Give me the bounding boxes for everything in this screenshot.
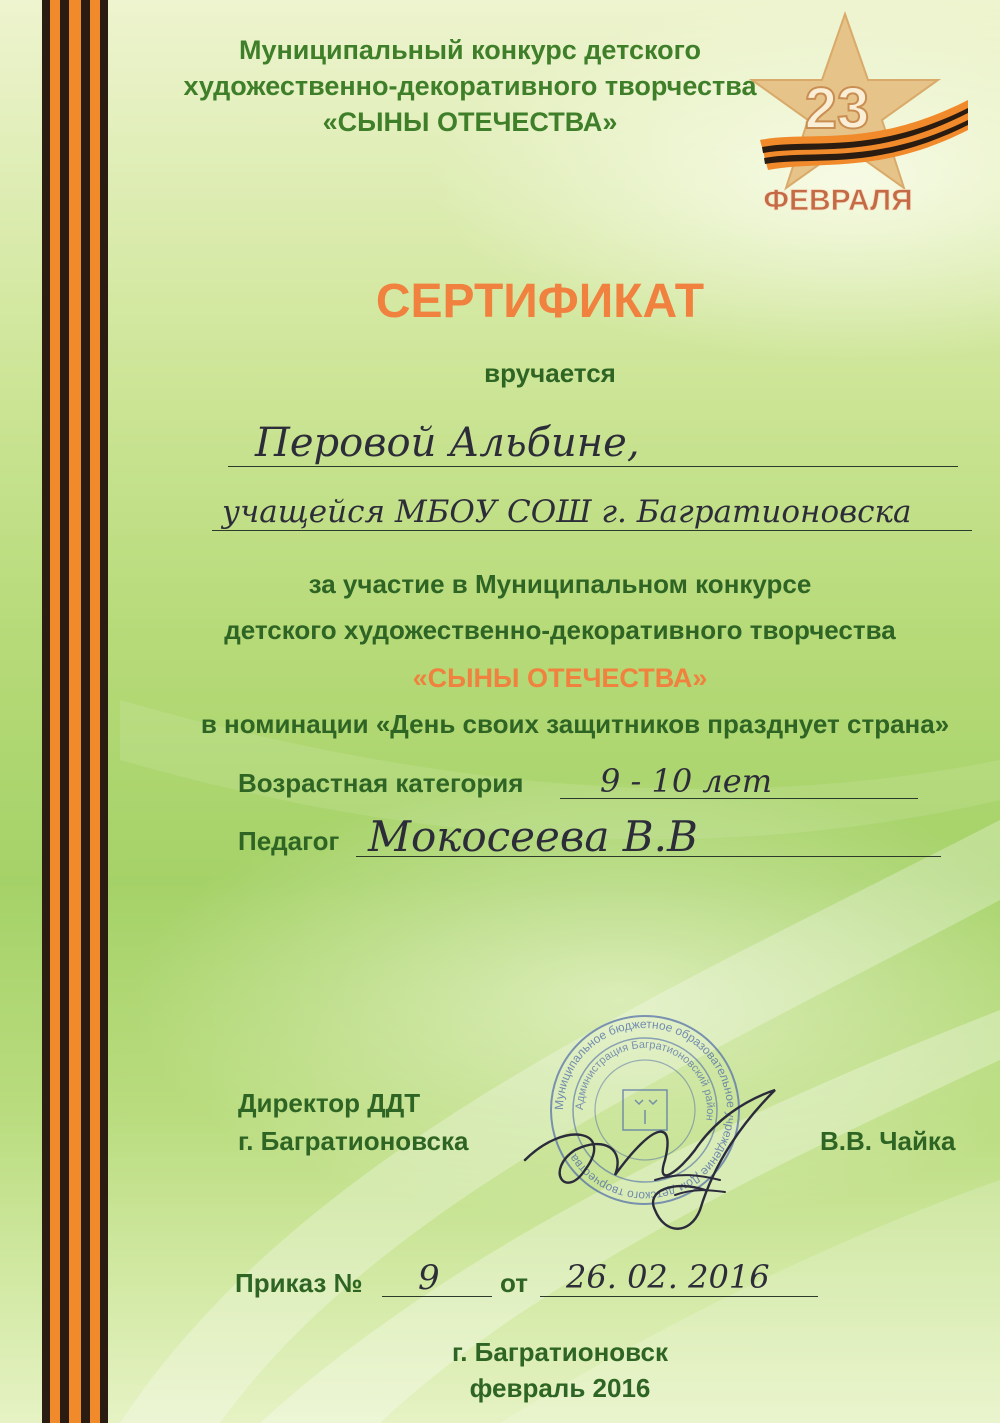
emblem-month: ФЕВРАЛЯ (763, 184, 913, 217)
director-name: В.В. Чайка (820, 1126, 956, 1156)
footer-city: г. Багратионовск (452, 1337, 668, 1367)
order-date-line (540, 1296, 818, 1297)
header-line-2: художественно-декоративного творчества (183, 71, 757, 101)
age-line (560, 798, 918, 799)
recipient-name: Перовой Альбине, (255, 420, 640, 466)
director-title-2: г. Багратионовска (238, 1126, 469, 1156)
header-line-1: Муниципальный конкурс детского (238, 35, 701, 65)
teacher-value: Мокосеева В.В (368, 812, 698, 861)
director-signature (505, 1060, 805, 1240)
svg-text:Администрация Багратионовский: Администрация Багратионовский район (573, 1038, 717, 1122)
body-line-3: «СЫНЫ ОТЕЧЕСТВА» (412, 663, 708, 693)
director-title-1: Директор ДДТ (238, 1088, 421, 1118)
age-label: Возрастная категория (238, 768, 524, 798)
body-line-2: детского художественно-декоративного творчества (224, 615, 896, 645)
st-george-ribbon (42, 0, 108, 1423)
body-line-4: в номинации «День своих защитников празднует страна» (200, 709, 950, 739)
teacher-label: Педагог (238, 826, 340, 856)
age-value: 9 - 10 лет (600, 762, 773, 800)
body-line-1: за участие в Муниципальном конкурсе (308, 569, 812, 599)
order-from-label: от (500, 1268, 528, 1298)
recipient-name-line (228, 466, 958, 467)
emblem-number: 23 (804, 76, 870, 141)
svg-text:Муниципальное бюджетное образо: Муниципальное бюджетное образовательное учреждение Дом детского творчества (551, 1016, 739, 1204)
header-line-3: «СЫНЫ ОТЕЧЕСТВА» (322, 107, 618, 137)
recipient-school-line (212, 530, 972, 531)
order-number: 9 (418, 1258, 440, 1298)
teacher-line (356, 856, 941, 857)
emblem-23-february (740, 10, 970, 220)
order-date: 26. 02. 2016 (566, 1258, 770, 1296)
order-label: Приказ № (235, 1268, 363, 1298)
certificate-title: СЕРТИФИКАТ (375, 275, 705, 328)
awarded-label: вручается (484, 358, 616, 388)
footer-date: февраль 2016 (469, 1373, 651, 1403)
order-number-line (382, 1296, 492, 1297)
recipient-school: учащейся МБОУ СОШ г. Багратионовска (222, 494, 912, 530)
